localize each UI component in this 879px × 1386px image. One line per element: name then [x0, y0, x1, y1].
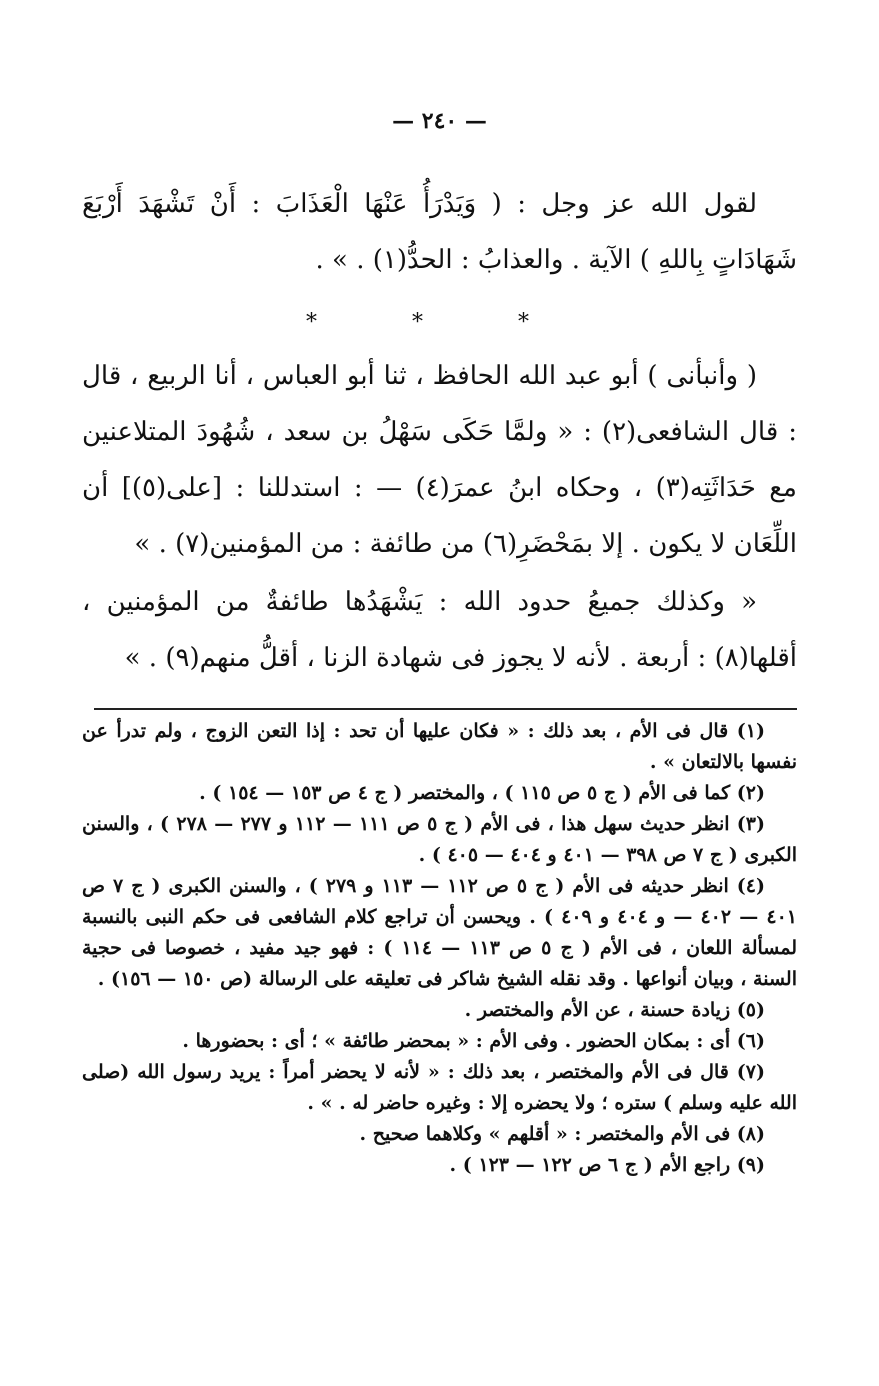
paragraph-quran-citation: لقول الله عز وجل : ( وَيَدْرَأُ عَنْهَا الْعَذَابَ : أَنْ تَشْهَدَ أَرْبَعَ شَهَادَاتٍ بِاللهِ ) الآية . والعذابُ : الحدُّ(١) . » . — [82, 189, 797, 275]
footnotes — [82, 716, 797, 1181]
main-text-block-1 — [82, 176, 797, 288]
footnote-8: (٨) فى الأم والمختصر : « أقلهم » وكلاهما صحيح . — [359, 1123, 765, 1145]
section-separator-stars: * * * — [306, 310, 573, 335]
main-text-block-3 — [82, 574, 797, 686]
footnote-4: (٤) انظر حديثه فى الأم ( ج ٥ ص ١١٢ — ١١٣ و ٢٧٩ ) ، والسنن الكبرى ( ج ٧ ص ٤٠١ — ٤٠٢ — و ٤٠٤ و ٤٠٩ ) . ويحسن أن تراجع كلام الشافعى فى حكم النبى بالنسبة لمسألة اللعان ، فى الأم ( ج ٥ ص ١١٣ — ١١٤ ) : فهو جيد مفيد ، خصوصا فى حجية السنة ، وبيان أنواعها . وقد نقله الشيخ شاكر فى تعليقه على الرسالة (ص ١٥٠ — ١٥٦) . — [82, 875, 798, 990]
main-text-block-2 — [82, 348, 797, 572]
page-number: — ٢٤٠ — — [392, 108, 487, 134]
paragraph-hudud-witnesses: « وكذلك جميعُ حدود الله : يَشْهَدُها طائفةٌ من المؤمنين ، أقلها(٨) : أربعة . لأنه لا يجوز فى شهادة الزنا ، أقلُّ منهم(٩) . » — [82, 587, 797, 673]
paragraph-shafii-narration: ( وأنبأنى ) أبو عبد الله الحافظ ، ثنا أبو العباس ، أنا الربيع ، قال : قال الشافعى(٢) : « ولمَّا حَكَى سَهْلُ بن سعد ، شُهُودَ المتلاعنين مع حَدَاثَتِه(٣) ، وحكاه ابنُ عمرَ(٤) — : استدللنا : [على(٥)] أن اللِّعَان لا يكون . إلا بمَحْضَرِ(٦) من طائفة : من المؤمنين(٧) . » — [82, 361, 797, 559]
footnote-6: (٦) أى : بمكان الحضور . وفى الأم : « بمحضر طائفة » ؛ أى : بحضورها . — [182, 1030, 765, 1052]
footnote-divider — [94, 708, 797, 710]
footnote-3: (٣) انظر حديث سهل هذا ، فى الأم ( ج ٥ ص ١١١ — ١١٢ و ٢٧٧ — ٢٧٨ ) ، والسنن الكبرى ( ج ٧ ص ٣٩٨ — ٤٠١ و ٤٠٤ — ٤٠٥ ) . — [82, 813, 797, 866]
footnote-2: (٢) كما فى الأم ( ج ٥ ص ١١٥ ) ، والمختصر ( ج ٤ ص ١٥٣ — ١٥٤ ) . — [199, 782, 765, 804]
footnote-9: (٩) راجع الأم ( ج ٦ ص ١٢٢ — ١٢٣ ) . — [449, 1154, 765, 1176]
footnote-5: (٥) زيادة حسنة ، عن الأم والمختصر . — [464, 999, 765, 1021]
footnote-1: (١) قال فى الأم ، بعد ذلك : « فكان عليها أن تحد : إذا التعن الزوج ، ولم تدرأ عن نفسها بالالتعان » . — [82, 720, 797, 773]
footnote-7: (٧) قال فى الأم والمختصر ، بعد ذلك : « لأنه لا يحضر أمراً : يريد رسول الله (صلى الله عليه وسلم ) ستره ؛ ولا يحضره إلا : وغيره حاضر له . » . — [82, 1061, 797, 1114]
